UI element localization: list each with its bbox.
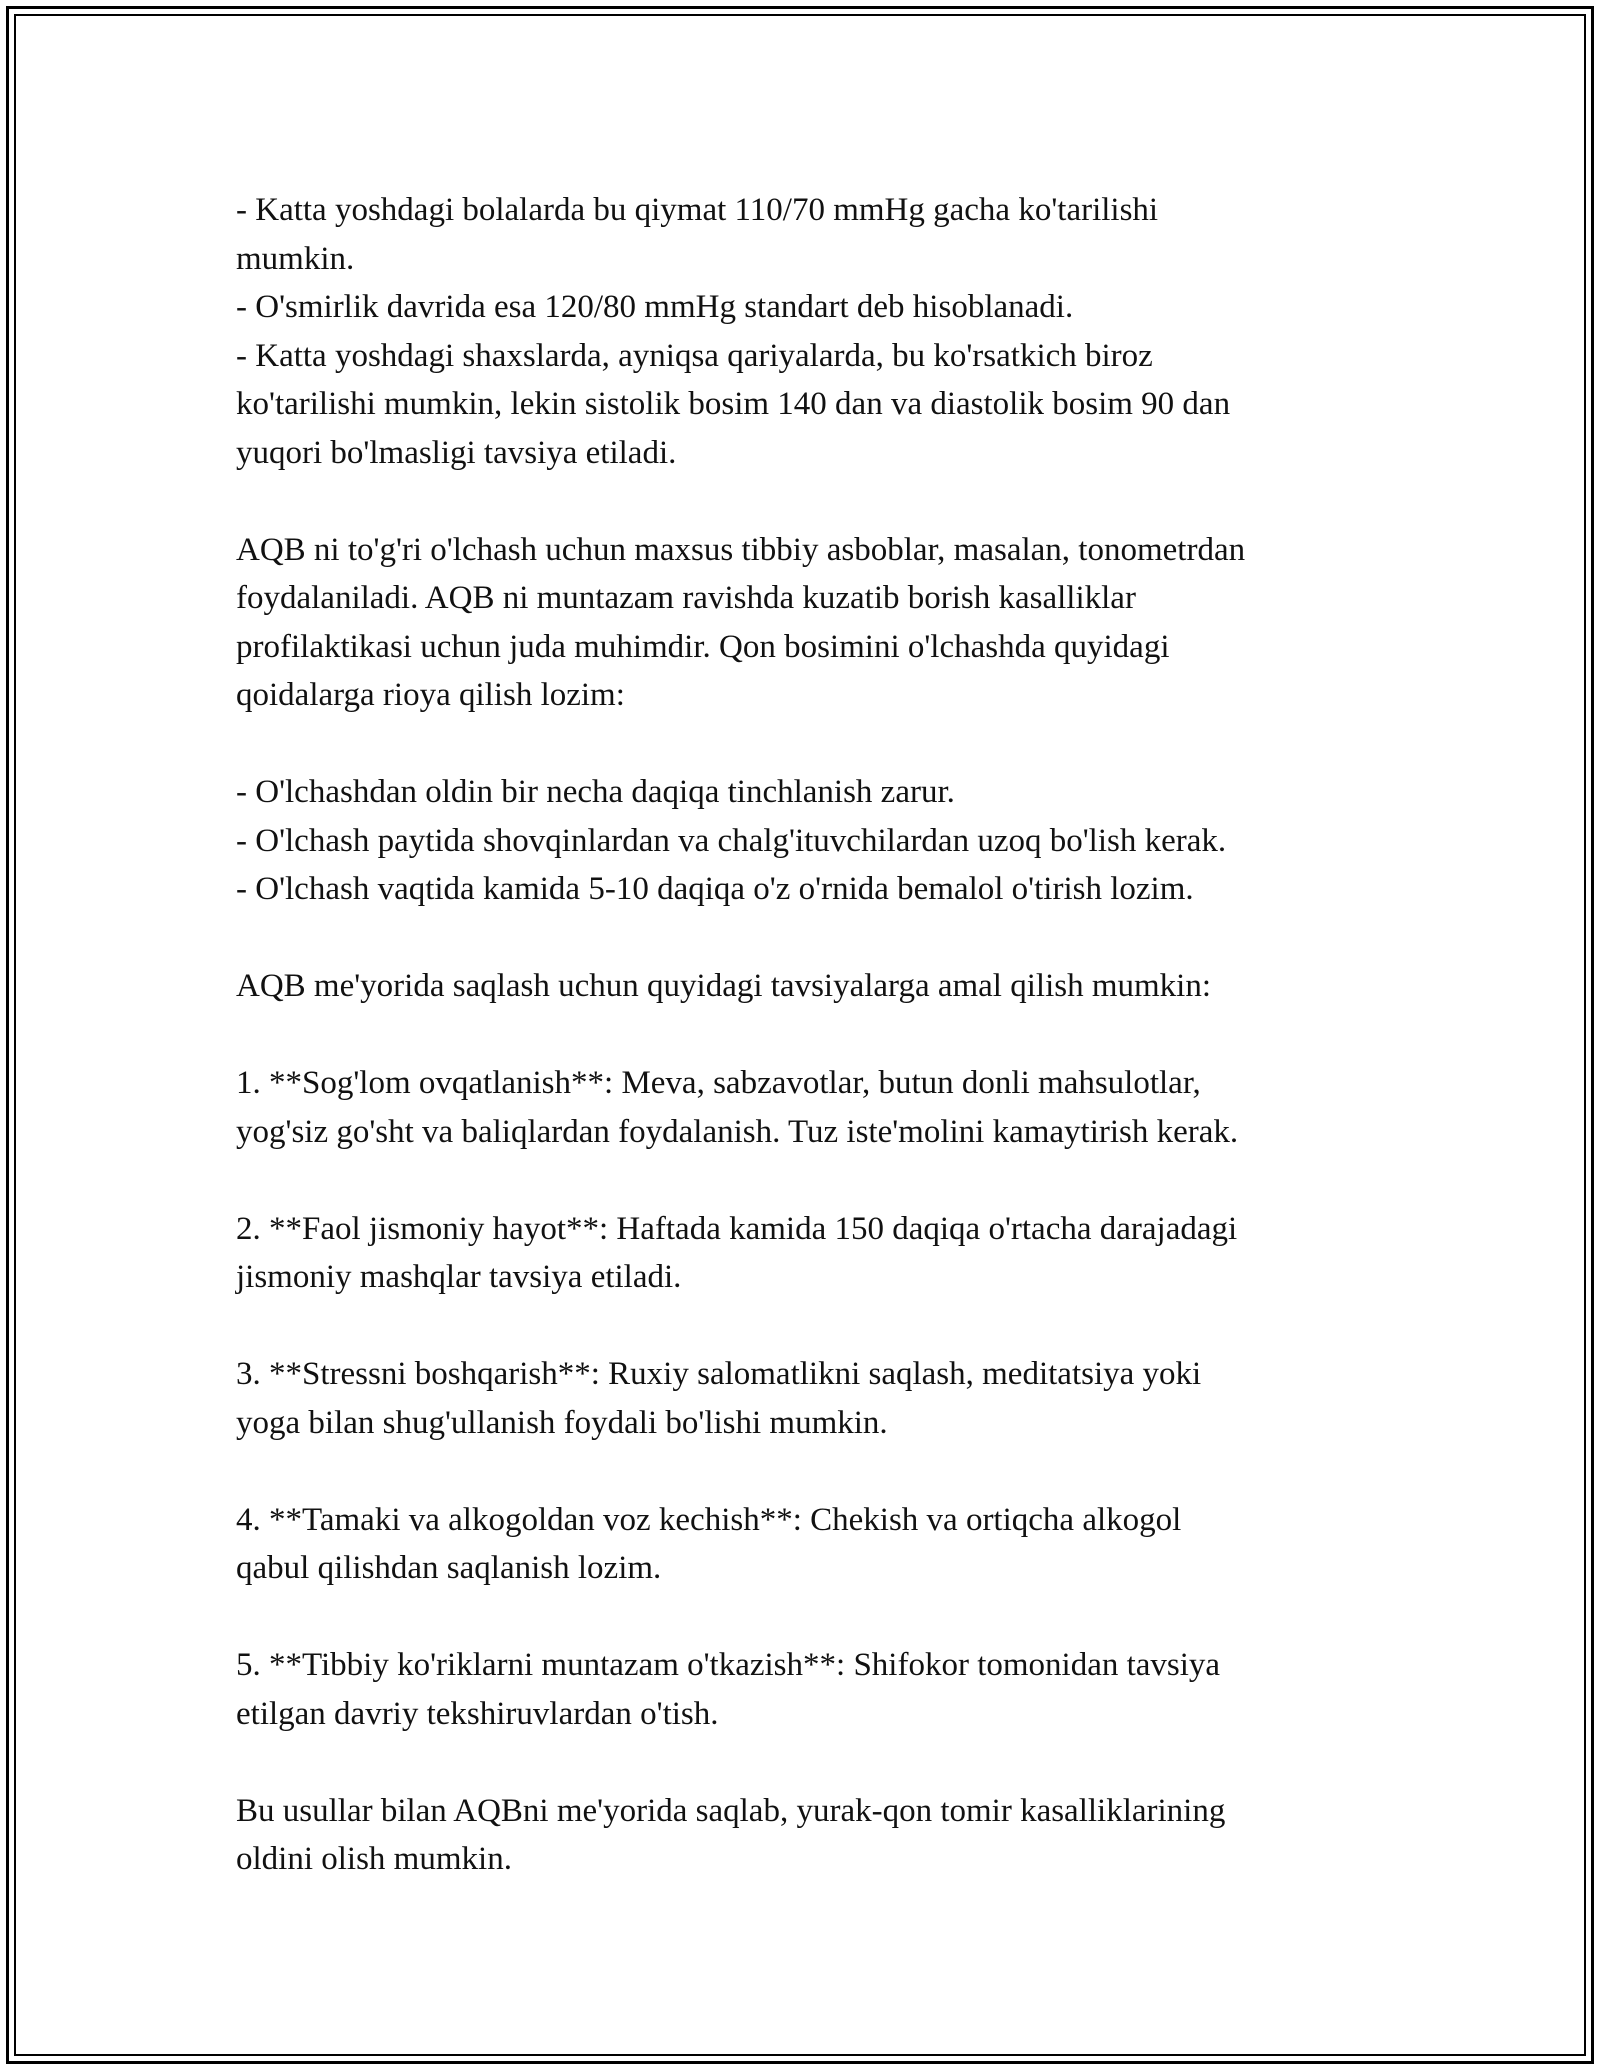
text-line: - Katta yoshdagi shaxslarda, ayniqsa qariyalarda, bu ko'rsatkich biroz <box>236 337 1153 374</box>
list-item-tobacco-alcohol <box>236 1496 1376 1593</box>
text-line: etilgan davriy tekshiruvlardan o'tish. <box>236 1695 719 1732</box>
text-line: qoidalarga rioya qilish lozim: <box>236 677 625 713</box>
text-line: yuqori bo'lmasligi tavsiya etiladi. <box>236 434 677 471</box>
paragraph-gap <box>236 1593 1376 1642</box>
text-line: yoga bilan shug'ullanish foydali bo'lishi mumkin. <box>236 1404 888 1441</box>
list-item-stress-management <box>236 1350 1376 1447</box>
paragraph-gap <box>236 1011 1376 1060</box>
paragraph-gap <box>236 1302 1376 1351</box>
paragraph-gap <box>236 1156 1376 1205</box>
text-line: mumkin. <box>236 240 355 277</box>
text-line: - O'smirlik davrida esa 120/80 mmHg standart deb hisoblanadi. <box>236 289 1074 325</box>
text-line: 2. **Faol jismoniy hayot**: Haftada kamida 150 daqiqa o'rtacha darajadagi <box>236 1210 1238 1247</box>
text-line: 4. **Tamaki va alkogoldan voz kechish**: Chekish va ortiqcha alkogol <box>236 1501 1182 1538</box>
text-line: AQB me'yorida saqlash uchun quyidagi tavsiyalarga amal qilish mumkin: <box>236 968 1211 1004</box>
text-line: - O'lchash vaqtida kamida 5-10 daqiqa o'z o'rnida bemalol o'tirish lozim. <box>236 871 1194 907</box>
text-line: - Katta yoshdagi bolalarda bu qiymat 110/70 mmHg gacha ko'tarilishi <box>236 192 1159 228</box>
text-line: 5. **Tibbiy ko'riklarni muntazam o'tkazish**: Shifokor tomonidan tavsiya <box>236 1647 1221 1683</box>
text-line: - O'lchash paytida shovqinlardan va chalg'ituvchilardan uzoq bo'lish kerak. <box>236 822 1227 859</box>
text-line: qabul qilishdan saqlanish lozim. <box>236 1550 662 1586</box>
text-line: ko'tarilishi mumkin, lekin sistolik bosim 140 dan va diastolik bosim 90 dan <box>236 386 1231 422</box>
paragraph-gap <box>236 914 1376 963</box>
text-line: foydalaniladi. AQB ni muntazam ravishda kuzatib borish kasalliklar <box>236 580 1136 616</box>
list-item-physical-activity <box>236 1205 1376 1302</box>
paragraph-gap <box>236 1738 1376 1787</box>
paragraph-measurement-rules <box>236 768 1376 914</box>
text-line: 1. **Sog'lom ovqatlanish**: Meva, sabzavotlar, butun donli mahsulotlar, <box>236 1065 1201 1101</box>
text-line: jismoniy mashqlar tavsiya etiladi. <box>236 1259 682 1295</box>
text-line: AQB ni to'g'ri o'lchash uchun maxsus tibbiy asboblar, masalan, tonometrdan <box>236 531 1246 568</box>
text-line: 3. **Stressni boshqarish**: Ruxiy salomatlikni saqlash, meditatsiya yoki <box>236 1356 1202 1392</box>
list-item-healthy-eating <box>236 1059 1376 1156</box>
paragraph-age-norms <box>236 186 1376 477</box>
paragraph-gap <box>236 1447 1376 1496</box>
paragraph-recommendations-intro <box>236 962 1376 1011</box>
paragraph-gap <box>236 720 1376 769</box>
paragraph-conclusion <box>236 1787 1376 1884</box>
text-line: oldini olish mumkin. <box>236 1841 512 1877</box>
list-item-medical-checkups <box>236 1641 1376 1738</box>
text-line: Bu usullar bilan AQBni me'yorida saqlab, yurak-qon tomir kasalliklarining <box>236 1792 1226 1829</box>
document-body <box>236 186 1376 1884</box>
text-line: yog'siz go'sht va baliqlardan foydalanish. Tuz iste'molini kamaytirish kerak. <box>236 1113 1239 1150</box>
paragraph-gap <box>236 477 1376 526</box>
paragraph-measurement <box>236 526 1376 720</box>
text-line: profilaktikasi uchun juda muhimdir. Qon bosimini o'lchashda quyidagi <box>236 628 1170 665</box>
text-line: - O'lchashdan oldin bir necha daqiqa tinchlanish zarur. <box>236 774 955 810</box>
